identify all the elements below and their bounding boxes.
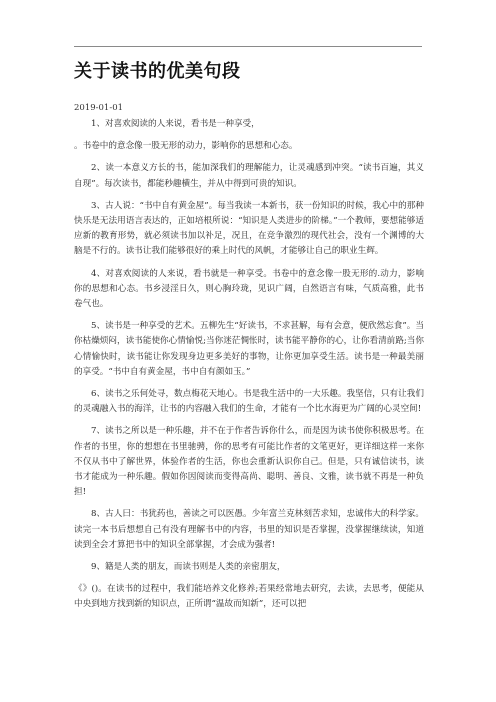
paragraph-9: 9、籍是人类的朋友，而读书则是人类的亲密朋友， — [91, 562, 286, 573]
paragraph-3: 3、古人说：“书中自有黄金屋”。每当我读一本新书，获一份知识的时候，我心中的那种快乐是无法用语言表达的，正如培根所说：“知识是人类进步的阶梯。”一个教师，要想能够适应新的教育形势，就必须读书加以补足，况且，在竞争激烈的现代社会，没有一个渊博的大脑是不行的。读书让我们能够很好的乘上时代的风帆，才能够让自己的职业生辉。 — [74, 200, 424, 257]
document-body — [74, 117, 424, 620]
paragraph-8: 8、古人曰：书犹药也，善读之可以医愚。少年富兰克林刻苦求知，忠诚伟大的科学家。读完一本书后想想自己有没有理解书中的内容，书里的知识是否掌握，没掌握继续读，知道读到全会才算把书中的知识全部掌握，才会成为强者! — [74, 509, 424, 550]
paragraph-5: 5、读书是一种享受的艺术。五柳先生“好读书，不求甚解，每有会意，便欣然忘食”。当你枯燥烦闷，读书能使你心情愉悦;当你迷茫惆怅时，读书能平静你的心，让你看清前路;当你心情愉快时，读书能让你发现身边更多美好的事物，让你更加享受生活。读书是一种最美丽的享受。“书中自有黄金屋，书中自有颜如玉。” — [74, 321, 424, 377]
header-rule — [74, 46, 422, 47]
paragraph-9-continued: 《》()。在读书的过程中，我们能培养文化修养;若果经常地去研究，去读，去思考，便能从中央到地方找到新的知识点，正所谓“温故而知新”，还可以把 — [74, 584, 424, 610]
paragraph-1-continued: 。书卷中的意念像一股无形的动力，影响你的思想和心态。 — [74, 141, 298, 152]
paragraph-4: 4、对喜欢阅读的人来说，看书就是一种享受。书卷中的意念像一股无形的.动力，影响你的思想和心态。书乡浸淫日久，则心胸玲珑，见识广阔，自然语言有味，气质高雅，此书卷气也。 — [74, 268, 424, 310]
paragraph-2: 2、读一本意义方长的书，能加深我们的理解能力，让灵魂感到冲突。“读书百遍，其义自现”。每次读书，都能秒趣横生，并从中得到可贵的知识。 — [74, 163, 424, 189]
paragraph-6: 6、读书之乐何处寻，数点梅花天地心。书是我生活中的一大乐趣。我坚信，只有让我们的灵魂融入书的海洋，让书的内容融入我们的生命，才能有一个比水海更为广阔的心灵空间! — [74, 389, 424, 415]
document-date: 2019-01-01 — [74, 103, 124, 113]
document-title: 关于读书的优美句段 — [74, 61, 241, 82]
paragraph-1: 1、对喜欢阅读的人来说，看书是一种享受， — [91, 119, 260, 129]
paragraph-7: 7、读书之所以是一种乐趣，并不在于作者告诉你什么，而是因为读书使你积极思考。在作者的书里，你的想想在书里驰骋，你的思考有可能比作者的文笔更好，更详细这样一来你不仅从书中了解世界，体验作者的生活，你也会重新认识你自己。但是，只有诚信读书，读书才能成为一种乐趣。假如你因阅读而变得高尚、聪明、善良、文雅，读书就不再是一种负担! — [74, 426, 424, 498]
